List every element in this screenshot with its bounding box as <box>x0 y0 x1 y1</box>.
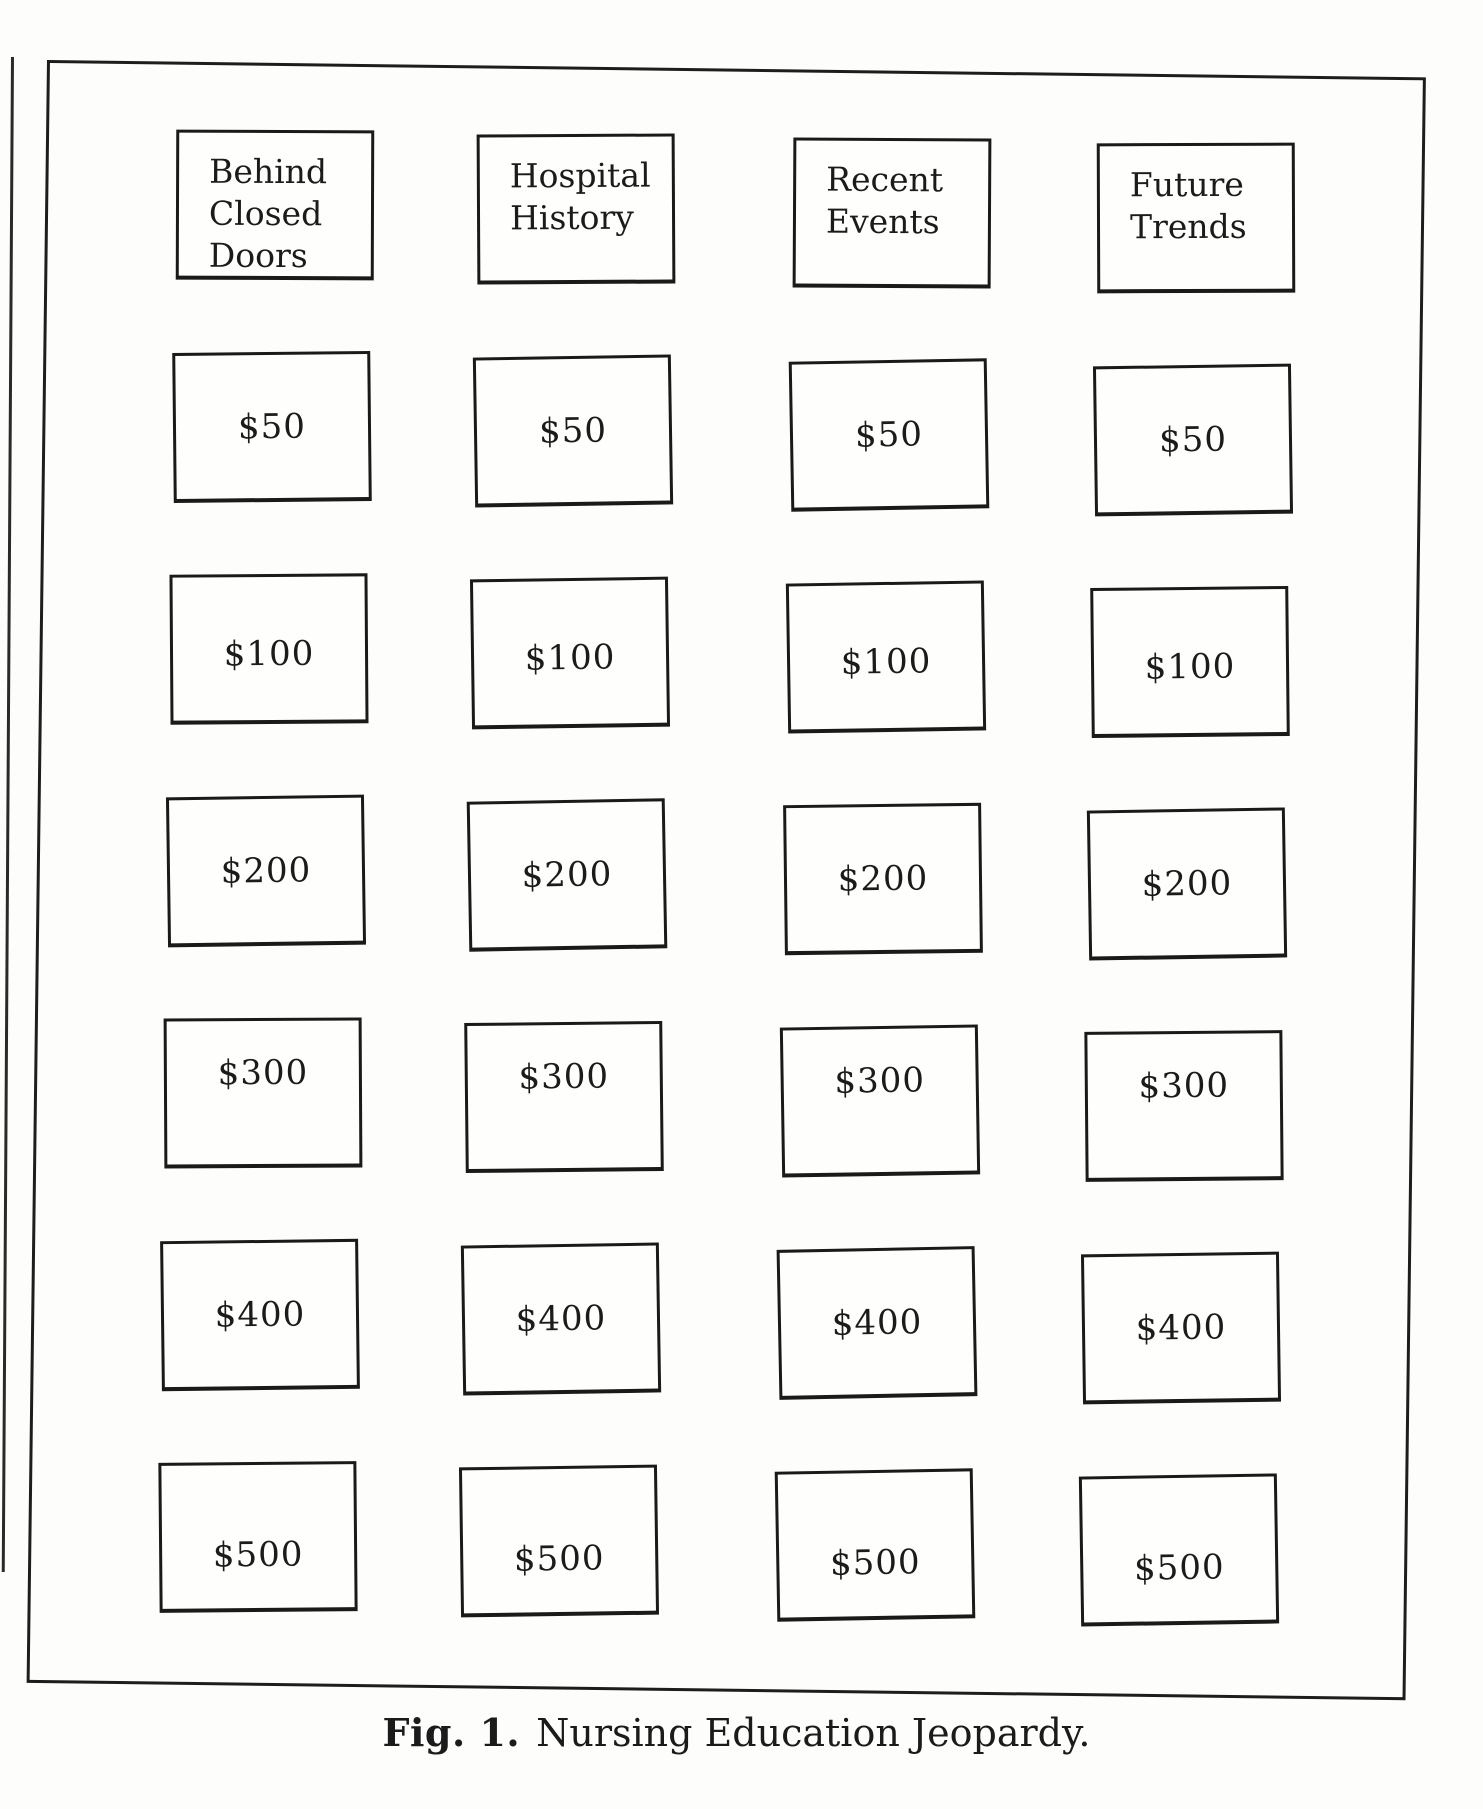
value-card-recent-events-3 <box>783 803 983 955</box>
value-label: $300 <box>1138 1065 1230 1106</box>
value-card-future-trends-5 <box>1081 1252 1281 1405</box>
value-label: $100 <box>223 633 315 674</box>
value-card-recent-events-6 <box>775 1468 976 1621</box>
category-label-line: Doors <box>208 236 308 276</box>
value-card-hospital-history-1 <box>473 354 673 507</box>
value-label: $300 <box>834 1059 926 1102</box>
value-card-future-trends-3 <box>1087 807 1287 960</box>
value-card-recent-events-5 <box>777 1246 978 1400</box>
value-label: $200 <box>521 853 613 896</box>
value-label: $500 <box>1133 1546 1225 1589</box>
value-card-hospital-history-4 <box>464 1021 664 1173</box>
value-label: $400 <box>515 1297 607 1340</box>
value-label: $400 <box>214 1293 306 1336</box>
value-card-recent-events-4 <box>780 1024 980 1177</box>
category-card-future-trends <box>1097 143 1296 294</box>
value-card-hospital-history-3 <box>467 798 668 951</box>
category-card-behind-closed-doors <box>176 130 375 281</box>
value-card-hospital-history-5 <box>461 1242 661 1395</box>
page-edge-line <box>2 57 14 1572</box>
category-label-line: Recent <box>826 159 944 200</box>
value-card-hospital-history-2 <box>470 577 670 730</box>
value-label: $200 <box>837 857 929 900</box>
category-card-hospital-history <box>477 133 676 284</box>
category-label-line: Trends <box>1129 207 1247 247</box>
value-card-recent-events-2 <box>786 580 986 733</box>
value-card-behind-closed-doors-4 <box>164 1017 363 1168</box>
value-label: $500 <box>829 1541 921 1584</box>
value-card-behind-closed-doors-5 <box>160 1239 360 1391</box>
value-label: $100 <box>524 636 616 679</box>
value-label: $400 <box>831 1301 923 1344</box>
value-card-future-trends-4 <box>1084 1030 1283 1182</box>
category-label-line: Hospital <box>509 155 651 196</box>
value-label: $100 <box>1144 646 1236 687</box>
value-label: $300 <box>217 1052 309 1093</box>
value-label: $50 <box>237 406 307 447</box>
value-card-behind-closed-doors-3 <box>166 795 366 948</box>
category-label-line: Future <box>1129 164 1244 205</box>
value-label: $300 <box>518 1056 610 1097</box>
value-label: $50 <box>538 409 608 452</box>
value-label: $200 <box>220 849 312 892</box>
value-label: $200 <box>1141 862 1233 905</box>
value-card-future-trends-2 <box>1090 586 1290 738</box>
value-label: $500 <box>212 1534 304 1575</box>
value-card-future-trends-1 <box>1093 364 1293 517</box>
value-label: $100 <box>840 640 932 683</box>
category-label-line: Events <box>825 201 940 242</box>
value-card-behind-closed-doors-6 <box>158 1461 357 1613</box>
category-label-line: Behind <box>209 151 328 192</box>
figure-caption-label: Fig. 1. <box>382 1710 521 1755</box>
value-card-behind-closed-doors-1 <box>172 351 372 503</box>
category-label-line: History <box>509 197 634 238</box>
value-card-behind-closed-doors-2 <box>169 573 368 724</box>
value-label: $50 <box>1158 419 1228 460</box>
category-label-line: Closed <box>208 194 323 234</box>
value-card-recent-events-1 <box>789 358 990 511</box>
value-card-hospital-history-6 <box>459 1465 659 1618</box>
value-card-future-trends-6 <box>1079 1473 1279 1626</box>
category-card-recent-events <box>793 137 992 288</box>
value-label: $400 <box>1135 1306 1227 1349</box>
figure-caption <box>47 1710 1426 1755</box>
figure-caption-text: Nursing Education Jeopardy. <box>536 1711 1091 1755</box>
value-label: $500 <box>513 1537 605 1580</box>
value-label: $50 <box>854 413 924 456</box>
